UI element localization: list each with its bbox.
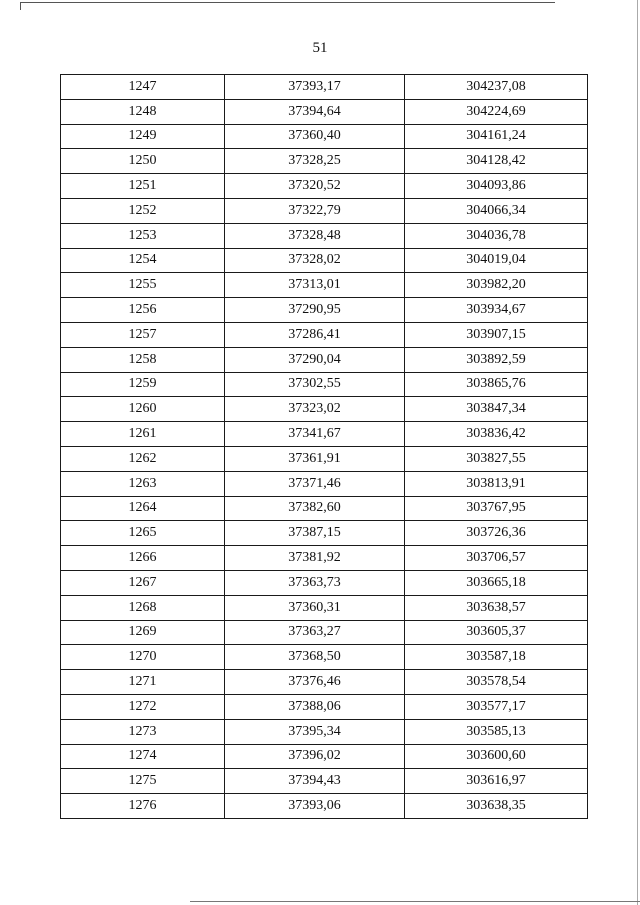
table-row [61, 298, 588, 323]
y-coordinate-cell: 303847,34 [405, 397, 588, 422]
x-coordinate-cell: 37322,79 [225, 198, 405, 223]
point-number-cell: 1265 [61, 521, 225, 546]
point-number-cell: 1249 [61, 124, 225, 149]
x-coordinate-cell: 37396,02 [225, 744, 405, 769]
y-coordinate-cell: 303982,20 [405, 273, 588, 298]
table-row [61, 397, 588, 422]
table-row [61, 347, 588, 372]
point-number-cell: 1266 [61, 546, 225, 571]
point-number-cell: 1272 [61, 694, 225, 719]
table-row [61, 149, 588, 174]
x-coordinate-cell: 37382,60 [225, 496, 405, 521]
point-number-cell: 1253 [61, 223, 225, 248]
y-coordinate-cell: 304019,04 [405, 248, 588, 273]
table-row [61, 124, 588, 149]
coordinates-table-body [61, 75, 588, 819]
x-coordinate-cell: 37341,67 [225, 422, 405, 447]
y-coordinate-cell: 303827,55 [405, 446, 588, 471]
point-number-cell: 1264 [61, 496, 225, 521]
x-coordinate-cell: 37313,01 [225, 273, 405, 298]
table-row [61, 273, 588, 298]
point-number-cell: 1270 [61, 645, 225, 670]
point-number-cell: 1276 [61, 794, 225, 819]
point-number-cell: 1262 [61, 446, 225, 471]
x-coordinate-cell: 37393,06 [225, 794, 405, 819]
x-coordinate-cell: 37381,92 [225, 546, 405, 571]
x-coordinate-cell: 37360,40 [225, 124, 405, 149]
y-coordinate-cell: 303638,57 [405, 595, 588, 620]
y-coordinate-cell: 303587,18 [405, 645, 588, 670]
x-coordinate-cell: 37328,48 [225, 223, 405, 248]
point-number-cell: 1267 [61, 570, 225, 595]
point-number-cell: 1257 [61, 322, 225, 347]
page-number: 51 [312, 40, 328, 56]
y-coordinate-cell: 304128,42 [405, 149, 588, 174]
x-coordinate-cell: 37361,91 [225, 446, 405, 471]
point-number-cell: 1268 [61, 595, 225, 620]
y-coordinate-cell: 303706,57 [405, 546, 588, 571]
point-number-cell: 1255 [61, 273, 225, 298]
point-number-cell: 1263 [61, 471, 225, 496]
y-coordinate-cell: 304066,34 [405, 198, 588, 223]
x-coordinate-cell: 37328,25 [225, 149, 405, 174]
x-coordinate-cell: 37387,15 [225, 521, 405, 546]
x-coordinate-cell: 37328,02 [225, 248, 405, 273]
table-row [61, 446, 588, 471]
point-number-cell: 1252 [61, 198, 225, 223]
point-number-cell: 1250 [61, 149, 225, 174]
y-coordinate-cell: 303616,97 [405, 769, 588, 794]
table-row [61, 99, 588, 124]
table-row [61, 670, 588, 695]
table-row [61, 322, 588, 347]
y-coordinate-cell: 303577,17 [405, 694, 588, 719]
y-coordinate-cell: 303836,42 [405, 422, 588, 447]
point-number-cell: 1251 [61, 174, 225, 199]
y-coordinate-cell: 303813,91 [405, 471, 588, 496]
table-row [61, 719, 588, 744]
point-number-cell: 1274 [61, 744, 225, 769]
x-coordinate-cell: 37395,34 [225, 719, 405, 744]
point-number-cell: 1248 [61, 99, 225, 124]
scan-edge-top [20, 2, 555, 3]
x-coordinate-cell: 37360,31 [225, 595, 405, 620]
table-row [61, 595, 588, 620]
y-coordinate-cell: 303767,95 [405, 496, 588, 521]
point-number-cell: 1275 [61, 769, 225, 794]
x-coordinate-cell: 37368,50 [225, 645, 405, 670]
y-coordinate-cell: 303665,18 [405, 570, 588, 595]
x-coordinate-cell: 37290,04 [225, 347, 405, 372]
scan-edge-bottom [190, 901, 640, 902]
table-row [61, 546, 588, 571]
point-number-cell: 1254 [61, 248, 225, 273]
x-coordinate-cell: 37302,55 [225, 372, 405, 397]
point-number-cell: 1269 [61, 620, 225, 645]
x-coordinate-cell: 37388,06 [225, 694, 405, 719]
table-row [61, 645, 588, 670]
y-coordinate-cell: 303726,36 [405, 521, 588, 546]
x-coordinate-cell: 37290,95 [225, 298, 405, 323]
table-row [61, 769, 588, 794]
point-number-cell: 1256 [61, 298, 225, 323]
scan-edge-left [20, 2, 21, 10]
table-row [61, 794, 588, 819]
point-number-cell: 1259 [61, 372, 225, 397]
y-coordinate-cell: 303605,37 [405, 620, 588, 645]
table-row [61, 75, 588, 100]
table-row [61, 471, 588, 496]
x-coordinate-cell: 37394,43 [225, 769, 405, 794]
table-row [61, 620, 588, 645]
point-number-cell: 1260 [61, 397, 225, 422]
y-coordinate-cell: 303934,67 [405, 298, 588, 323]
point-number-cell: 1258 [61, 347, 225, 372]
y-coordinate-cell: 304161,24 [405, 124, 588, 149]
x-coordinate-cell: 37394,64 [225, 99, 405, 124]
point-number-cell: 1273 [61, 719, 225, 744]
table-row [61, 694, 588, 719]
scan-edge-right [637, 0, 638, 905]
table-row [61, 174, 588, 199]
y-coordinate-cell: 303865,76 [405, 372, 588, 397]
x-coordinate-cell: 37363,27 [225, 620, 405, 645]
y-coordinate-cell: 303578,54 [405, 670, 588, 695]
point-number-cell: 1271 [61, 670, 225, 695]
table-row [61, 248, 588, 273]
x-coordinate-cell: 37320,52 [225, 174, 405, 199]
table-row [61, 372, 588, 397]
x-coordinate-cell: 37286,41 [225, 322, 405, 347]
table-row [61, 422, 588, 447]
table-row [61, 198, 588, 223]
table-row [61, 744, 588, 769]
y-coordinate-cell: 304093,86 [405, 174, 588, 199]
x-coordinate-cell: 37323,02 [225, 397, 405, 422]
x-coordinate-cell: 37393,17 [225, 75, 405, 100]
y-coordinate-cell: 303638,35 [405, 794, 588, 819]
y-coordinate-cell: 303600,60 [405, 744, 588, 769]
point-number-cell: 1261 [61, 422, 225, 447]
y-coordinate-cell: 304036,78 [405, 223, 588, 248]
y-coordinate-cell: 304237,08 [405, 75, 588, 100]
table-row [61, 570, 588, 595]
table-row [61, 223, 588, 248]
coordinates-table [60, 74, 588, 819]
table-row [61, 521, 588, 546]
x-coordinate-cell: 37376,46 [225, 670, 405, 695]
point-number-cell: 1247 [61, 75, 225, 100]
y-coordinate-cell: 304224,69 [405, 99, 588, 124]
table-row [61, 496, 588, 521]
y-coordinate-cell: 303892,59 [405, 347, 588, 372]
y-coordinate-cell: 303907,15 [405, 322, 588, 347]
x-coordinate-cell: 37371,46 [225, 471, 405, 496]
y-coordinate-cell: 303585,13 [405, 719, 588, 744]
x-coordinate-cell: 37363,73 [225, 570, 405, 595]
